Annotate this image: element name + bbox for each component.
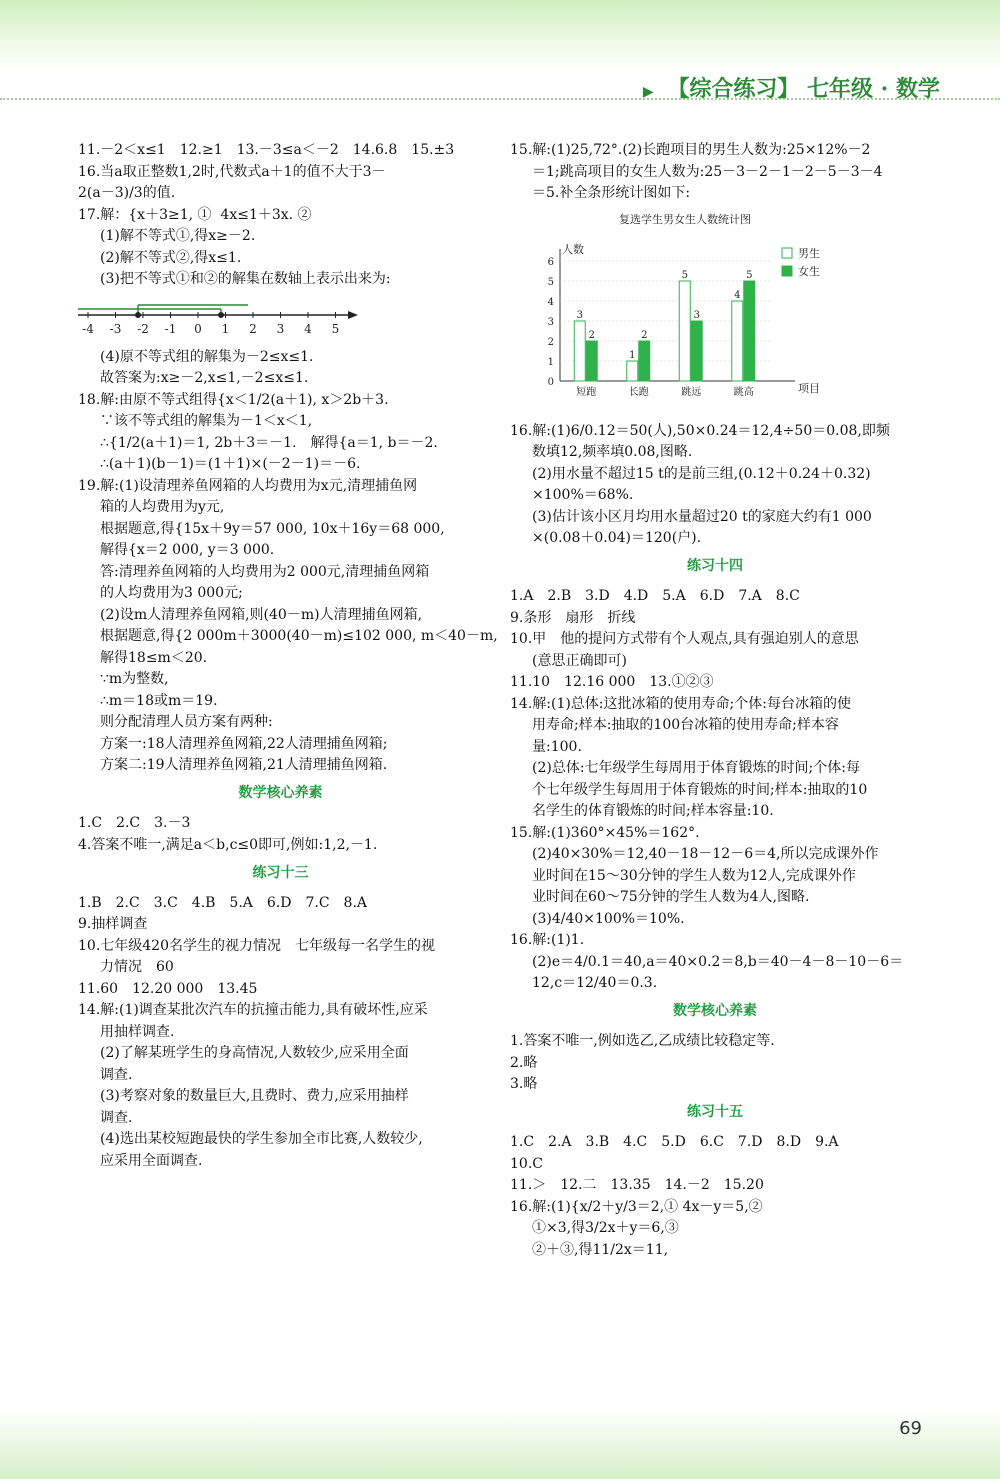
y-tick-label: 3: [547, 316, 554, 328]
tick-label: 1: [221, 321, 230, 336]
answer-line: 11.－2＜x≤1 12.≥1 13.－3≤a＜－2 14.6.8 15.±3: [78, 142, 455, 158]
answer-line: 16.解:(1)1.: [510, 932, 585, 948]
answer-line: ×(0.08＋0.04)＝120(户).: [532, 530, 702, 546]
bar: [586, 341, 597, 381]
answer-line: 9.条形 扇形 折线: [510, 609, 636, 626]
bar-value-label: 2: [588, 329, 595, 341]
answer-line: 应采用全面调查.: [100, 1152, 203, 1169]
section-title: 练习十三: [252, 864, 309, 881]
answer-line: 2(a－3)/3的值.: [78, 185, 176, 201]
answer-line: 11.60 12.20 000 13.45: [78, 980, 258, 997]
bar-value-label: 5: [681, 269, 688, 281]
answer-line: 1.B 2.C 3.C 4.B 5.A 6.D 7.C 8.A: [78, 894, 368, 911]
tick-label: -3: [109, 321, 122, 336]
bar: [732, 301, 743, 381]
answer-line: 2.略: [510, 1054, 538, 1071]
y-tick-label: 6: [547, 256, 554, 268]
answer-line: ②＋③,得11/2x＝11,: [532, 1241, 669, 1258]
answer-line: (3)把不等式①和②的解集在数轴上表示出来为:: [100, 271, 391, 287]
answer-line: 16.解:(1){x/2＋y/3＝2,① 4x－y＝5,②: [510, 1198, 763, 1215]
page-number: 69: [899, 1418, 922, 1439]
answer-line: 4.答案不唯一,满足a＜b,c≤0即可,例如:1,2,－1.: [78, 836, 378, 853]
answer-line: 名学生的体育锻炼的时间;样本容量:10.: [532, 803, 774, 819]
answer-line: 10.C: [510, 1155, 543, 1172]
y-tick-label: 5: [547, 276, 554, 288]
answer-line: 答:清理养鱼网箱的人均费用为2 000元,清理捕鱼网箱: [100, 563, 430, 580]
answer-line: 根据题意,得{2 000m＋3000(40－m)≤102 000, m＜40－m,: [100, 628, 498, 644]
bar-value-label: 1: [629, 349, 636, 361]
bar: [574, 321, 585, 381]
x-tick-label: 长跑: [628, 386, 649, 398]
answer-line: ∵m为整数,: [100, 671, 169, 687]
answer-line: ①×3,得3/2x＋y＝6,③: [532, 1220, 679, 1236]
answer-line: ∴m＝18或m＝19.: [100, 692, 218, 709]
y-tick-label: 4: [547, 296, 554, 308]
tick-label: -2: [137, 321, 149, 336]
answer-line: 18.解:由原不等式组得{x＜1/2(a＋1), x＞2b＋3.: [78, 391, 389, 408]
answer-line: 17.解：{x＋3≥1, ① 4x≤1＋3x. ②: [78, 206, 312, 223]
bar: [691, 321, 702, 381]
answer-line: 量:100.: [532, 738, 582, 755]
answer-line: ×100%＝68%.: [532, 487, 634, 503]
bar: [744, 281, 755, 381]
x-tick-label: 跳远: [681, 386, 702, 398]
answer-line: 箱的人均费用为y元,: [100, 499, 225, 515]
chart-ylabel: 人数: [562, 242, 584, 256]
tick-label: 3: [276, 321, 285, 336]
answer-line: 19.解:(1)设清理养鱼网箱的人均费用为x元,清理捕鱼网: [78, 477, 418, 494]
answer-line: (意思正确即可): [532, 652, 627, 669]
answer-line: 数填12,频率填0.08,图略.: [532, 444, 693, 460]
answer-line: 10.七年级420名学生的视力情况 七年级每一名学生的视: [78, 937, 435, 954]
section-title: 数学核心养素: [673, 1003, 757, 1019]
x-tick-label: 短跑: [576, 386, 597, 398]
tick-label: 5: [331, 321, 340, 336]
y-tick-label: 0: [547, 376, 554, 388]
bar: [627, 361, 638, 381]
answer-line: 1.A 2.B 3.D 4.D 5.A 6.D 7.A 8.C: [510, 588, 800, 604]
bar-value-label: 3: [693, 309, 700, 321]
answer-line: (2)e＝4/0.1＝40,a＝40×0.2＝8,b＝40－4－8－10－6＝: [532, 953, 904, 970]
answer-line: 1.C 2.C 3.－3: [78, 815, 191, 831]
answer-line: 12,c＝12/40＝0.3.: [532, 975, 658, 991]
answer-line: (2)用水量不超过15 t的是前三组,(0.12＋0.24＋0.32): [532, 465, 871, 482]
answer-line: 力情况 60: [100, 959, 174, 975]
answer-line: (1)解不等式①,得x≥－2.: [100, 228, 256, 244]
legend-swatch: [782, 248, 792, 258]
answer-line: 业时间在60～75分钟的学生人数为4人,图略.: [532, 889, 810, 905]
answer-line: ∴(a＋1)(b－1)＝(1＋1)×(－2－1)＝－6.: [100, 456, 361, 472]
answer-line: 则分配清理人员方案有两种:: [100, 714, 273, 730]
answer-line: 16.当a取正整数1,2时,代数式a＋1的值不大于3－: [78, 163, 386, 180]
answer-line: 方案二:19人清理养鱼网箱,21人清理捕鱼网箱.: [100, 757, 388, 773]
bottom-decorative-band: [0, 1409, 1000, 1479]
answer-line: ∴{1/2(a＋1)＝1, 2b＋3＝－1. 解得{a＝1, b＝－2.: [100, 434, 438, 451]
answer-line: (2)了解某班学生的身高情况,人数较少,应采用全面: [100, 1045, 409, 1061]
answer-line: 16.解:(1)6/0.12＝50(人),50×0.24＝12,4÷50＝0.08,即频: [510, 422, 890, 439]
y-tick-label: 2: [547, 336, 554, 348]
answer-line: 3.略: [510, 1076, 538, 1092]
header-title: 【综合练习】: [667, 76, 800, 102]
answer-line: 14.解:(1)总体:这批冰箱的使用寿命;个体:每台冰箱的使: [510, 695, 851, 712]
chart-xlabel: 项目: [798, 381, 820, 395]
answer-line: (4)原不等式组的解集为－2≤x≤1.: [100, 348, 314, 365]
answer-line: 用抽样调查.: [100, 1023, 175, 1040]
tick-label: 2: [249, 321, 257, 336]
answer-line: 调查.: [100, 1109, 133, 1126]
answer-line: 15.解:(1)360°×45%＝162°.: [510, 824, 700, 841]
answer-line: 业时间在15～30分钟的学生人数为12人,完成课外作: [532, 867, 856, 884]
answer-line: 用寿命;样本:抽取的100台冰箱的使用寿命;样本容: [532, 717, 839, 733]
tick-label: 0: [194, 321, 202, 336]
bar-value-label: 5: [746, 269, 753, 281]
legend-label: 女生: [798, 264, 820, 278]
answer-line: 10.甲 他的提问方式带有个人观点,具有强迫别人的意思: [510, 631, 859, 647]
y-tick-label: 1: [547, 356, 554, 368]
x-tick-label: 跳高: [733, 386, 754, 398]
answer-line: (3)考察对象的数量巨大,且费时、费力,应采用抽样: [100, 1088, 409, 1104]
section-title: 练习十四: [687, 558, 743, 574]
answer-line: 解得18≤m＜20.: [100, 649, 208, 666]
answer-line: 15.解:(1)25,72°.(2)长跑项目的男生人数为:25×12%－2: [510, 142, 871, 158]
answer-line: 的人均费用为3 000元;: [100, 585, 243, 601]
answer-line: (3)估计该小区月均用水量超过20 t的家庭大约有1 000: [532, 508, 872, 525]
tick-label: -1: [164, 321, 177, 336]
answer-line: ∵该不等式组的解集为－1＜x＜1,: [100, 413, 313, 429]
section-title: 数学核心养素: [238, 785, 323, 801]
answer-line: 调查.: [100, 1066, 133, 1083]
chart-title: 复选学生男女生人数统计图: [619, 212, 751, 226]
header-divider: [0, 98, 1000, 100]
number-line: [78, 297, 368, 337]
bar: [639, 341, 650, 381]
answer-line: 根据题意,得{15x＋9y＝57 000, 10x＋16y＝68 000,: [100, 520, 445, 537]
answer-line: 11.＞ 12.二 13.35 14.－2 15.20: [510, 1177, 764, 1193]
left-column: [78, 140, 498, 1172]
tick-label: -4: [82, 321, 94, 336]
answer-line: 解得{x＝2 000, y＝3 000.: [100, 542, 275, 558]
answer-line: (3)4/40×100%＝10%.: [532, 910, 685, 927]
legend-label: 男生: [798, 246, 820, 260]
bar-chart: [520, 209, 850, 409]
answer-line: 1.C 2.A 3.B 4.C 5.D 6.C 7.D 8.D 9.A: [510, 1134, 839, 1150]
bar-value-label: 3: [576, 309, 583, 321]
bar: [679, 281, 690, 381]
answer-line: (2)设m人清理养鱼网箱,则(40－m)人清理捕鱼网箱,: [100, 606, 423, 623]
answer-line: 方案一:18人清理养鱼网箱,22人清理捕鱼网箱;: [100, 735, 388, 752]
answer-line: 个七年级学生每周用于体育锻炼的时间;样本:抽取的10: [532, 781, 868, 798]
answer-line: 14.解:(1)调查某批次汽车的抗撞击能力,具有破坏性,应采: [78, 1002, 428, 1018]
section-title: 练习十五: [687, 1104, 743, 1120]
bar-value-label: 4: [734, 289, 741, 301]
bar-value-label: 2: [641, 329, 648, 341]
answer-line: 9.抽样调查: [78, 916, 148, 932]
answer-line: ＝1;跳高项目的女生人数为:25－3－2－1－2－5－3－4: [532, 163, 883, 180]
answer-line: ＝5.补全条形统计图如下:: [532, 185, 691, 201]
answer-line: 故答案为:x≥－2,x≤1,－2≤x≤1.: [100, 370, 309, 386]
answer-line: (4)选出某校短跑最快的学生参加全市比赛,人数较少,: [100, 1131, 423, 1147]
tick-label: 4: [304, 321, 312, 336]
triangle-icon: ▶: [642, 84, 654, 100]
right-column: [510, 140, 920, 1261]
legend-swatch: [782, 266, 792, 276]
answer-line: (2)解不等式②,得x≤1.: [100, 249, 242, 266]
header-subtitle: 七年级 · 数学: [807, 76, 940, 102]
top-decorative-band: [0, 0, 1000, 70]
answer-line: 1.答案不唯一,例如选乙,乙成绩比较稳定等.: [510, 1033, 775, 1049]
answer-line: (2)40×30%＝12,40－18－12－6＝4,所以完成课外作: [532, 846, 879, 862]
answer-line: (2)总体:七年级学生每周用于体育锻炼的时间;个体:每: [532, 760, 860, 776]
answer-line: 11.10 12.16 000 13.①②③: [510, 674, 714, 690]
